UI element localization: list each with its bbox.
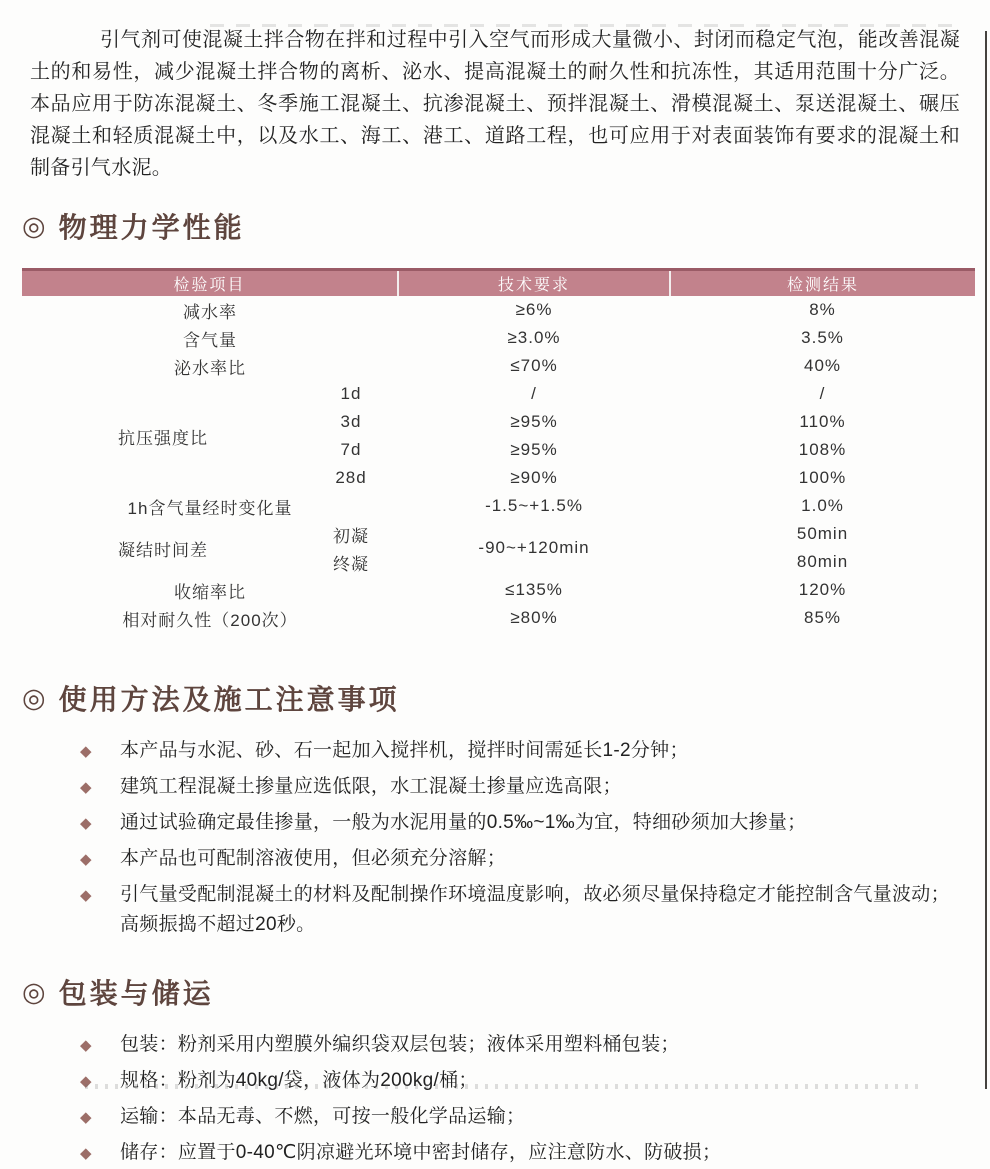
- diamond-bullet-icon: ◆: [80, 1037, 92, 1054]
- cell-requirement: -1.5~+1.5%: [485, 496, 583, 515]
- performance-table: [22, 268, 975, 632]
- cell-sub-item: 初凝: [333, 526, 369, 546]
- cell-requirement: ≥95%: [510, 440, 558, 459]
- cell-item: 含气量: [183, 330, 237, 350]
- cell-result: 110%: [799, 412, 846, 431]
- diamond-bullet-icon: ◆: [80, 851, 92, 868]
- bullet-text: 引气量受配制混凝土的材料及配制操作环境温度影响，故必须尽量保持稳定才能控制含气量波动；高频振捣不超过20秒。: [120, 884, 950, 935]
- list-item: [80, 772, 960, 803]
- bullet-text: 包装：粉剂采用内塑膜外编织袋双层包装；液体采用塑料桶包装；: [120, 1034, 680, 1055]
- section-title: 物理力学性能: [58, 212, 245, 243]
- cell-group-label: 凝结时间差: [118, 540, 208, 560]
- cell-requirement: ≤135%: [505, 580, 563, 599]
- section-marker-icon: ◎: [22, 976, 49, 1007]
- list-item: [80, 1102, 960, 1133]
- table-row: [22, 604, 975, 632]
- list-item: [80, 736, 960, 767]
- section-heading-usage: [22, 678, 990, 718]
- cell-result: 1.0%: [801, 496, 844, 515]
- cell-sub-item: 3d: [340, 412, 362, 431]
- cell-result: 50min: [796, 524, 849, 543]
- bullet-text: 储存：应置于0-40℃阴凉避光环境中密封储存，应注意防水、防破损；: [120, 1142, 722, 1163]
- section-marker-icon: ◎: [22, 682, 49, 713]
- table-header-row: [22, 270, 975, 297]
- cell-result: 8%: [809, 300, 836, 319]
- col-header-result: 检测结果: [670, 270, 975, 297]
- bullet-text: 建筑工程混凝土掺量应选低限，水工混凝土掺量应选高限；: [120, 776, 622, 797]
- cell-item: 相对耐久性（200次）: [122, 610, 298, 630]
- cell-result: 80min: [796, 552, 849, 571]
- cell-requirement: ≥80%: [510, 608, 558, 627]
- table-row: [22, 520, 975, 548]
- table-row: [22, 576, 975, 604]
- cell-requirement: ≥90%: [510, 468, 558, 487]
- list-item: [80, 1030, 960, 1061]
- cell-requirement: /: [531, 384, 537, 403]
- diamond-bullet-icon: ◆: [80, 1073, 92, 1090]
- col-header-item: 检验项目: [22, 270, 398, 297]
- cell-requirement: ≥3.0%: [507, 328, 561, 347]
- scan-artifact-page-edge: [985, 31, 987, 1089]
- cell-sub-item: 终凝: [333, 554, 369, 574]
- cell-item: 泌水率比: [174, 358, 246, 378]
- diamond-bullet-icon: ◆: [80, 815, 92, 832]
- table-row: [22, 380, 975, 408]
- list-item: [80, 880, 960, 940]
- cell-requirement: -90~+120min: [478, 538, 590, 557]
- section-heading-packaging: [22, 972, 990, 1012]
- table-row: [22, 324, 975, 352]
- diamond-bullet-icon: ◆: [80, 743, 92, 760]
- table-row: [22, 352, 975, 380]
- bullet-text: 本产品也可配制溶液使用，但必须充分溶解；: [120, 848, 507, 869]
- cell-sub-item: 7d: [340, 440, 362, 459]
- section-title: 包装与储运: [58, 978, 214, 1009]
- list-item: [80, 1138, 960, 1169]
- bullet-text: 本产品与水泥、砂、石一起加入搅拌机，搅拌时间需延长1-2分钟；: [120, 740, 689, 761]
- cell-result: /: [819, 384, 826, 403]
- cell-sub-item: 28d: [335, 468, 367, 487]
- table-row: [22, 296, 975, 324]
- diamond-bullet-icon: ◆: [80, 779, 92, 796]
- diamond-bullet-icon: ◆: [80, 887, 92, 904]
- cell-item: 收缩率比: [174, 582, 246, 602]
- col-header-requirement: 技术要求: [398, 270, 670, 297]
- bullet-text: 规格：粉剂为40kg/袋，液体为200kg/桶；: [120, 1070, 478, 1091]
- cell-item: 1h含气量经时变化量: [127, 498, 293, 518]
- diamond-bullet-icon: ◆: [80, 1145, 92, 1162]
- section-marker-icon: ◎: [22, 210, 49, 241]
- scan-artifact-cutoff-line: [85, 1084, 920, 1089]
- bullet-text: 运输：本品无毒、不燃，可按一般化学品运输；: [120, 1106, 526, 1127]
- cell-group-label: 抗压强度比: [118, 428, 208, 448]
- cell-item: 减水率: [183, 302, 237, 322]
- table-row: [22, 492, 975, 520]
- list-item: [80, 1066, 960, 1097]
- cell-result: 3.5%: [801, 328, 844, 347]
- intro-paragraph: 引气剂可使混凝土拌合物在拌和过程中引入空气而形成大量微小、封闭而稳定气泡，能改善混凝土的和易性，减少混凝土拌合物的离析、泌水、提高混凝土的耐久性和抗冻性，其适用范围十分广泛。本品应用于防冻混凝土、冬季施工混凝土、抗渗混凝土、预拌混凝土、滑模混凝土、泵送混凝土、碾压混凝土和轻质混凝土中，以及水工、海工、港工、道路工程，也可应用于对表面装饰有要求的混凝土和制备引气水泥。: [30, 29, 960, 179]
- usage-bullet-list: [80, 736, 960, 940]
- cell-requirement: ≥95%: [510, 412, 558, 431]
- cell-sub-item: 1d: [340, 384, 362, 403]
- cell-result: 100%: [798, 468, 847, 487]
- cell-result: 120%: [798, 580, 847, 599]
- cell-result: 108%: [798, 440, 847, 459]
- section-title: 使用方法及施工注意事项: [58, 684, 400, 715]
- section-heading-physical: [22, 206, 990, 246]
- diamond-bullet-icon: ◆: [80, 1109, 92, 1126]
- cell-requirement: ≤70%: [510, 356, 558, 375]
- cell-result: 85%: [804, 608, 842, 627]
- cell-requirement: ≥6%: [515, 300, 553, 319]
- packaging-bullet-list: [80, 1030, 960, 1169]
- list-item: [80, 844, 960, 875]
- list-item: [80, 808, 960, 839]
- bullet-text: 通过试验确定最佳掺量，一般为水泥用量的0.5‰~1‰为宜，特细砂须加大掺量；: [120, 812, 807, 833]
- cell-result: 40%: [804, 356, 842, 375]
- scan-artifact-top-edge: [210, 24, 960, 27]
